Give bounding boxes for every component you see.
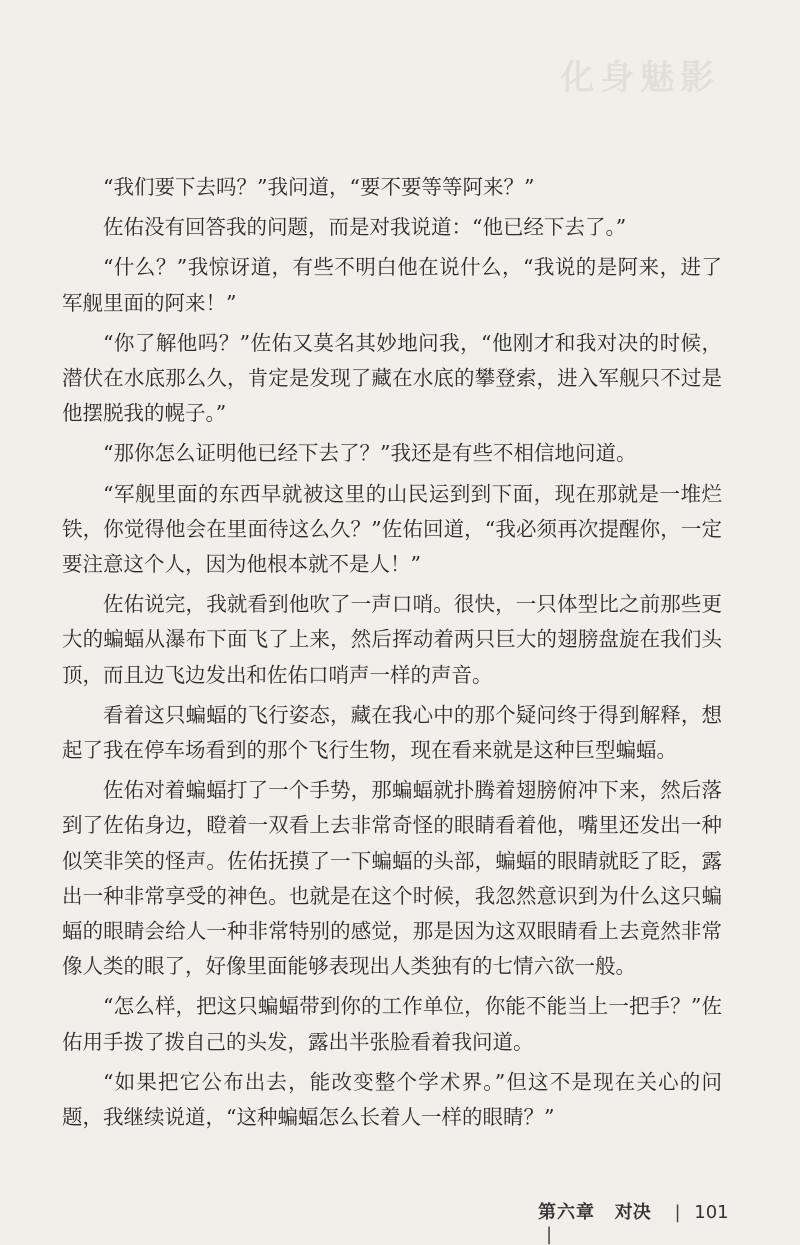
paragraph: “如果把它公布出去，能改变整个学术界。”但这不是现在关心的问题，我继续说道，“这种蝙蝠怎么长着人一样的眼睛？”	[62, 1069, 722, 1130]
paragraph: 佐佑对着蝙蝠打了一个手势，那蝙蝠就扑腾着翅膀俯冲下来，然后落到了佐佑身边，瞪着一双看上去非常奇怪的眼睛看着他，嘴里还发出一种似笑非笑的怪声。佐佑抚摸了一下蝙蝠的头部，蝙蝠的眼睛就眨了眨，露出一种非常享受的神色。也就是在这个时候，我忽然意识到为什么这只蝙蝠的眼睛会给人一种非常特别的感觉，那是因为这双眼睛看上去竟然非常像人类的眼了，好像里面能够表现出人类独有的七情六欲一般。	[62, 778, 722, 979]
chapter-label: 第六章	[538, 1202, 595, 1223]
faint-running-header: 化身魅影	[560, 58, 720, 98]
paragraph: “什么？”我惊讶道，有些不明白他在说什么，“我说的是阿来，进了军舰里面的阿来！”	[62, 255, 722, 315]
paragraph: “我们要下去吗？”我问道，“要不要等等阿来？”	[103, 175, 535, 199]
chapter-title: 对决	[614, 1202, 651, 1223]
paragraph: “军舰里面的东西早就被这里的山民运到到下面，现在那就是一堆烂铁，你觉得他会在里面待这么久？”佐佑回道，“我必须再次提醒你，一定要注意这个人，因为他根本就不是人！”	[62, 481, 722, 577]
paragraph: 佐佑说完，我就看到他吹了一声口哨。很快，一只体型比之前那些更大的蝙蝠从瀑布下面飞了上来，然后挥动着两只巨大的翅膀盘旋在我们头顶，而且边飞边发出和佐佑口哨声一样的声音。	[62, 592, 722, 687]
paragraph: 看着这只蝙蝠的飞行姿态，藏在我心中的那个疑问终于得到解释，想起了我在停车场看到的那个飞行生物，现在看来就是这种巨型蝙蝠。	[62, 702, 722, 763]
paragraph: “你了解他吗？”佐佑又莫名其妙地问我，“他刚才和我对决的时候，潜伏在水底那么久，肯定是发现了藏在水底的攀登索，进入军舰只不过是他摆脱我的幌子。”	[62, 330, 722, 426]
paragraph: 佐佑没有回答我的问题，而是对我说道：“他已经下去了。”	[103, 215, 627, 240]
body-text	[62, 170, 722, 1140]
paragraph: “那你怎么证明他已经下去了？”我还是有些不相信地问道。	[103, 441, 637, 466]
page-number: 101	[694, 1202, 729, 1223]
paragraph: “怎么样，把这只蝙蝠带到你的工作单位，你能不能当上一把手？”佐佑用手拨了拨自己的头发，露出半张脸看着我问道。	[62, 994, 722, 1054]
footer-divider: |	[674, 1202, 681, 1223]
page-footer	[538, 1198, 738, 1245]
footer-divider-right: |	[546, 1224, 553, 1245]
